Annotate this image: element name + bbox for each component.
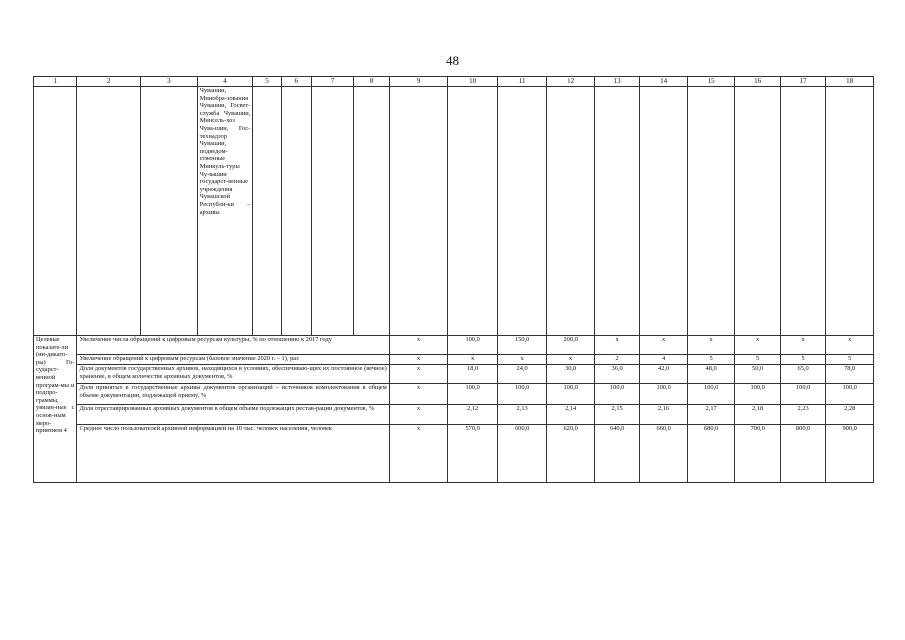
indicator-value: 2,18 (735, 405, 780, 425)
header-row (34, 77, 874, 87)
indicator-description: Среднее число пользователей архивной информацией на 10 тыс. человек населения, человек (77, 425, 389, 483)
empty-cell (253, 87, 281, 336)
empty-cell (640, 87, 688, 336)
indicator-value: 78,0 (826, 365, 874, 384)
indicator-value: 30,0 (547, 365, 595, 384)
executors-row (34, 87, 874, 336)
column-header: 2 (77, 77, 141, 87)
indicator-value: 700,0 (735, 425, 780, 483)
indicator-value: 100,0 (826, 384, 874, 405)
indicator-value: 18,0 (448, 365, 498, 384)
indicator-value: 100,0 (594, 384, 639, 405)
column-header: 3 (141, 77, 198, 87)
column-header: 11 (497, 77, 547, 87)
column-header: 6 (281, 77, 311, 87)
empty-cell (497, 87, 547, 336)
indicator-value: 680,0 (687, 425, 735, 483)
indicator-value: x (389, 425, 448, 483)
indicator-value: 200,0 (547, 336, 595, 355)
executors-cell: Чувашии, Минобра-зования Чувашии, Госвет-служба Чувашии, Минсель-хоз Чува-шии, Гос-технадзор Чувашии, подведом-ственные Минкуль-туры Чу-вашии государст-венные учреждения Чувашской Республи-ки – архивы (197, 87, 253, 336)
empty-cell (311, 87, 353, 336)
indicator-value: x (389, 405, 448, 425)
empty-cell (34, 87, 77, 336)
empty-cell (547, 87, 595, 336)
column-header: 7 (311, 77, 353, 87)
column-header: 9 (389, 77, 448, 87)
indicator-row (34, 365, 874, 384)
indicator-value: 2,14 (547, 405, 595, 425)
page-number: 48 (446, 53, 459, 68)
indicator-value: 5 (687, 355, 735, 365)
empty-cell (281, 87, 311, 336)
indicator-row (34, 336, 874, 355)
indicator-row (34, 405, 874, 425)
empty-cell (780, 87, 825, 336)
indicator-value: 5 (780, 355, 825, 365)
column-header: 17 (780, 77, 825, 87)
empty-cell (448, 87, 498, 336)
indicator-value: 620,0 (547, 425, 595, 483)
empty-cell (141, 87, 198, 336)
indicator-value: 100,0 (687, 384, 735, 405)
indicator-value: 2,28 (826, 405, 874, 425)
goal-indicators-label: Целевые показате-ли (ин-дикато-ры) Го-сударст-венной програм-мы и подпро-граммы, увязан-ные с основ-ным меро-приятием 4 (34, 336, 77, 483)
indicator-value: 100,0 (448, 384, 498, 405)
program-table (33, 76, 874, 483)
indicator-value: x (389, 365, 448, 384)
indicator-value: x (389, 384, 448, 405)
indicator-value: 2,12 (448, 405, 498, 425)
indicator-value: 100,0 (780, 384, 825, 405)
indicator-row (34, 425, 874, 483)
column-header: 18 (826, 77, 874, 87)
indicator-value: 600,0 (497, 425, 547, 483)
indicator-value: 800,0 (780, 425, 825, 483)
indicator-value: x (497, 355, 547, 365)
indicator-value: x (687, 336, 735, 355)
indicator-value: 48,0 (687, 365, 735, 384)
indicator-value: 100,0 (448, 336, 498, 355)
indicator-row (34, 384, 874, 405)
column-header: 4 (197, 77, 253, 87)
indicator-value: x (389, 336, 448, 355)
indicator-description: Увеличение числа обращений к цифровым ресурсам культуры, % по отношению к 2017 году (77, 336, 389, 355)
column-header: 8 (354, 77, 389, 87)
indicator-value: 5 (826, 355, 874, 365)
indicator-value: 2,17 (687, 405, 735, 425)
empty-cell (354, 87, 389, 336)
column-header: 10 (448, 77, 498, 87)
empty-cell (735, 87, 780, 336)
indicator-value: 660,0 (640, 425, 688, 483)
empty-cell (687, 87, 735, 336)
indicator-row (34, 355, 874, 365)
indicator-value: x (735, 336, 780, 355)
column-header: 1 (34, 77, 77, 87)
indicator-value: 570,0 (448, 425, 498, 483)
indicator-value: 2,15 (594, 405, 639, 425)
indicator-value: x (780, 336, 825, 355)
column-header: 16 (735, 77, 780, 87)
indicator-value: 2,13 (497, 405, 547, 425)
indicator-value: 65,0 (780, 365, 825, 384)
indicator-value: 42,0 (640, 365, 688, 384)
indicator-value: 24,0 (497, 365, 547, 384)
column-header: 5 (253, 77, 281, 87)
indicator-value: x (547, 355, 595, 365)
column-header: 14 (640, 77, 688, 87)
indicator-description: Доля отреставрированных архивных документов в общем объеме подлежащих рестав-рации документов, % (77, 405, 389, 425)
indicator-value: x (594, 336, 639, 355)
indicator-value: 2 (594, 355, 639, 365)
indicator-value: 900,0 (826, 425, 874, 483)
empty-cell (826, 87, 874, 336)
indicator-value: 100,0 (497, 384, 547, 405)
indicator-value: 100,0 (640, 384, 688, 405)
indicator-value: 36,0 (594, 365, 639, 384)
indicator-value: 5 (735, 355, 780, 365)
indicator-value: 2,23 (780, 405, 825, 425)
indicator-value: 100,0 (735, 384, 780, 405)
indicator-value: 4 (640, 355, 688, 365)
indicator-description: Доля документов государственных архивов, находящихся в условиях, обеспечиваю-щих их постоянное (вечное) хранение, в общем количестве архивных документов, % (77, 365, 389, 384)
indicator-value: x (448, 355, 498, 365)
indicator-value: x (640, 336, 688, 355)
indicator-description: Доля принятых в государственные архивы документов организаций – источников комплектования в общем объеме документации, подлежащей приему, % (77, 384, 389, 405)
column-header: 13 (594, 77, 639, 87)
indicator-value: x (389, 355, 448, 365)
column-header: 12 (547, 77, 595, 87)
indicator-value: 100,0 (547, 384, 595, 405)
indicator-description: Увеличение обращений к цифровым ресурсам (базовое значение 2020 г. – 1), раз (77, 355, 389, 365)
indicator-value: 50,0 (735, 365, 780, 384)
indicator-value: 640,0 (594, 425, 639, 483)
empty-cell (77, 87, 141, 336)
empty-cell (389, 87, 448, 336)
indicator-value: 150,0 (497, 336, 547, 355)
empty-cell (594, 87, 639, 336)
indicator-value: 2,16 (640, 405, 688, 425)
indicator-value: x (826, 336, 874, 355)
column-header: 15 (687, 77, 735, 87)
